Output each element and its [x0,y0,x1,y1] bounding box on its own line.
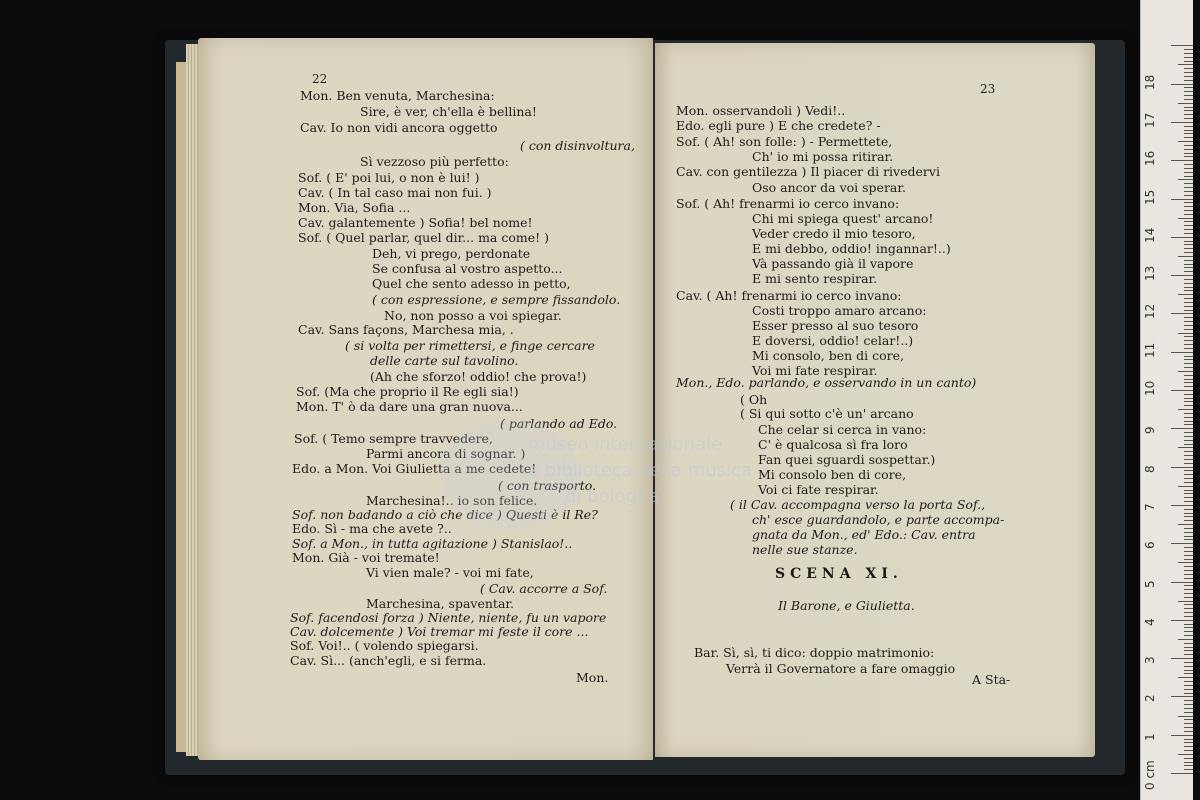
ruler-tick [1171,45,1193,46]
right_page-line: Verrà il Governatore a fare omaggio [726,661,956,676]
ruler-tick [1178,447,1193,448]
right_page-line: Esser presso al suo tesoro [752,318,919,333]
left_page-line: Mon. Via, Sofia ... [298,200,411,215]
left_page-line: Quel che sento adesso in petto, [372,276,571,291]
ruler-tick [1184,570,1193,571]
ruler-tick [1184,685,1193,686]
ruler-tick [1184,444,1193,445]
ruler-tick [1184,107,1193,108]
ruler-tick [1184,666,1193,667]
ruler-tick [1184,306,1193,307]
right_page-line: Il Barone, e Giulietta. [778,598,915,613]
ruler-tick [1184,398,1193,399]
ruler-tick [1171,773,1193,774]
ruler-tick [1184,340,1193,341]
left_page-line: Mon. Già - voi tremate! [292,550,440,565]
ruler-tick [1184,202,1193,203]
left_page-line: Edo. Sì - ma che avete ?.. [292,521,452,536]
ruler-tick [1184,708,1193,709]
ruler-tick [1171,313,1193,314]
ruler-tick [1171,543,1193,544]
ruler-tick [1184,153,1193,154]
left_page-line: Cav. Sì... (anch'egli, e si ferma. [290,653,487,668]
ruler-tick [1184,670,1193,671]
ruler-number: 7 [1143,503,1157,511]
left_page-line: Sof. ( Quel parlar, quel dir... ma come! ) [298,230,550,245]
ruler-tick [1178,409,1193,410]
ruler-tick [1184,693,1193,694]
left_page-line: Sof. (Ma che proprio il Re egli sia!) [296,384,519,399]
right_page-line: ch' esce guardandolo, e parte accompa- [752,512,1005,527]
right_page-line: Sof. ( Ah! son folle: ) - Permettete, [676,134,893,149]
left_page-line: Mon. T' ò da dare una gran nuova... [296,399,523,414]
right_page-line: E mi debbo, oddio! ingannar!..) [752,241,951,256]
ruler-tick [1184,252,1193,253]
measurement-ruler [1140,0,1193,800]
ruler-tick [1184,547,1193,548]
ruler-tick [1184,72,1193,73]
left_page-line: Mon. [576,670,609,685]
ruler-tick [1184,283,1193,284]
left_page-line: Vi vien male? - voi mi fate, [366,565,534,580]
ruler-tick [1184,762,1193,763]
left_page-line: delle carte sul tavolino. [370,353,519,368]
ruler-tick [1184,673,1193,674]
ruler-tick [1178,486,1193,487]
ruler-number: 11 [1143,342,1157,358]
right_page-line: Voi mi fate respirar. [752,363,878,378]
ruler-tick [1184,225,1193,226]
ruler-tick [1184,191,1193,192]
ruler-tick [1184,156,1193,157]
ruler-tick [1184,769,1193,770]
ruler-tick [1184,137,1193,138]
ruler-tick [1184,566,1193,567]
ruler-tick [1184,635,1193,636]
ruler-tick [1184,168,1193,169]
ruler-tick [1184,76,1193,77]
left_page-line: ( con disinvoltura, [520,138,635,153]
ruler-number: 4 [1143,618,1157,626]
ruler-number: 5 [1143,579,1157,588]
ruler-tick [1171,505,1193,506]
ruler-tick [1184,363,1193,364]
ruler-tick [1184,532,1193,533]
ruler-number: 2 [1143,694,1157,703]
ruler-tick [1178,562,1193,563]
ruler-tick [1184,210,1193,211]
ruler-number: 10 [1143,380,1157,396]
ruler-tick [1184,478,1193,479]
ruler-tick [1171,696,1193,697]
ruler-tick [1184,206,1193,207]
left_page-line: Cav. Io non vidi ancora oggetto [300,120,498,135]
ruler-tick [1184,608,1193,609]
ruler-tick [1171,390,1193,391]
ruler-tick [1184,244,1193,245]
ruler-tick [1184,49,1193,50]
right_page-line: Veder credo il mio tesoro, [752,226,916,241]
ruler-tick [1171,275,1193,276]
ruler-tick [1178,333,1193,334]
right_page-line: E mi sento respirar. [752,271,878,286]
ruler-tick [1178,639,1193,640]
left_page-line: Sof. ( Temo sempre travvedere, [294,431,493,446]
ruler-tick [1184,80,1193,81]
ruler-tick [1184,459,1193,460]
ruler-tick [1178,524,1193,525]
ruler-tick [1184,176,1193,177]
watermark-line-3: di bologna [565,486,660,507]
ruler-tick [1184,555,1193,556]
ruler-tick [1184,704,1193,705]
ruler-tick [1178,371,1193,372]
right-page-number: 23 [980,82,996,96]
ruler-tick [1184,417,1193,418]
ruler-tick [1184,509,1193,510]
ruler-tick [1184,321,1193,322]
left_page-line: ( parlando ad Edo. [500,416,618,431]
right_page-line: Mi consolo, ben di core, [752,348,905,363]
watermark-line-2: e biblioteca della musica [528,460,752,481]
ruler-tick [1184,539,1193,540]
ruler-tick [1184,436,1193,437]
ruler-tick [1184,612,1193,613]
ruler-tick [1184,57,1193,58]
ruler-tick [1184,681,1193,682]
ruler-tick [1184,95,1193,96]
ruler-tick [1184,742,1193,743]
ruler-tick [1184,536,1193,537]
right_page-line: Oso ancor da voi sperar. [752,180,906,195]
ruler-tick [1184,440,1193,441]
ruler-tick [1178,716,1193,717]
ruler-tick [1184,394,1193,395]
ruler-tick [1184,214,1193,215]
ruler-tick [1184,145,1193,146]
ruler-tick [1184,264,1193,265]
ruler-tick [1184,604,1193,605]
ruler-tick [1184,551,1193,552]
ruler-tick [1184,451,1193,452]
ruler-tick [1184,126,1193,127]
ruler-tick [1184,482,1193,483]
ruler-tick [1184,310,1193,311]
ruler-number: 9 [1143,426,1157,435]
right_page-line: Mi consolo ben di core, [758,467,907,482]
ruler-tick [1171,582,1193,583]
ruler-tick [1184,528,1193,529]
right_page-line: Costi troppo amaro arcano: [752,303,927,318]
left_page-line: Cav. Sans façons, Marchesa mia, . [298,322,514,337]
ruler-tick [1184,627,1193,628]
ruler-tick [1184,616,1193,617]
ruler-tick [1184,53,1193,54]
ruler-tick [1184,302,1193,303]
ruler-tick [1171,428,1193,429]
ruler-number: 14 [1143,227,1157,243]
right_page-line: Cav. ( Ah! frenarmi io cerco invano: [676,288,902,303]
right_page-line: Cav. con gentilezza ) Il piacer di rivedervi [676,164,940,179]
ruler-tick [1184,91,1193,92]
ruler-unit: 0 cm [1143,760,1157,790]
left_page-line: Deh, vi prego, perdonate [372,246,531,261]
right_page-line: nelle sue stanze. [752,542,858,557]
ruler-tick [1184,248,1193,249]
ruler-tick [1184,593,1193,594]
ruler-tick [1184,719,1193,720]
ruler-tick [1184,187,1193,188]
ruler-tick [1184,739,1193,740]
ruler-tick [1184,325,1193,326]
ruler-tick [1184,474,1193,475]
ruler-tick [1184,662,1193,663]
ruler-tick [1171,467,1193,468]
ruler-tick [1178,754,1193,755]
ruler-tick [1184,348,1193,349]
ruler-tick [1184,401,1193,402]
ruler-tick [1184,624,1193,625]
ruler-tick [1184,367,1193,368]
ruler-tick [1184,650,1193,651]
ruler-tick [1184,382,1193,383]
left_page-line: ( con trasporto. [498,478,597,493]
ruler-tick [1184,68,1193,69]
ruler-number: 1 [1143,733,1157,741]
right_page-line: Mon. osservandoli ) Vedi!.. [676,103,846,118]
right_page-line: ( il Cav. accompagna verso la porta Sof., [730,497,986,512]
ruler-tick [1184,267,1193,268]
ruler-tick [1184,643,1193,644]
left_page-line: ( Cav. accorre a Sof. [480,581,608,596]
left_page-line: Se confusa al vostro aspetto... [372,261,563,276]
left_page-line: Sof. a Mon., in tutta agitazione ) Stanislao!.. [292,536,573,551]
right_page-line: A Sta- [972,672,1011,687]
ruler-tick [1184,513,1193,514]
ruler-tick [1184,597,1193,598]
ruler-number: 6 [1143,541,1157,550]
ruler-tick [1184,712,1193,713]
ruler-tick [1184,631,1193,632]
ruler-tick [1184,520,1193,521]
right_page-line: ( Si qui sotto c'è un' arcano [740,406,914,421]
ruler-tick [1184,183,1193,184]
ruler-tick [1184,287,1193,288]
right_page-line: Voi ci fate respirar. [758,482,879,497]
ruler-tick [1184,233,1193,234]
left_page-line: Sof. Voi!.. ( volendo spiegarsi. [290,638,479,653]
left_page-line: ( si volta per rimettersi, e finge cercare [345,338,595,353]
ruler-number: 8 [1143,464,1157,473]
ruler-tick [1184,229,1193,230]
ruler-tick [1184,279,1193,280]
ruler-tick [1184,329,1193,330]
ruler-tick [1184,133,1193,134]
left_page-line: Sof. ( E' poi lui, o non è lui! ) [298,170,480,185]
ruler-tick [1171,160,1193,161]
right_page-line: Sof. ( Ah! frenarmi io cerco invano: [676,196,900,211]
right_page-line: Bar. Sì, sì, ti dico: doppio matrimonio: [694,645,935,660]
left-page-number: 22 [312,72,328,86]
ruler-number: 13 [1143,265,1157,282]
ruler-tick [1178,218,1193,219]
ruler-tick [1184,589,1193,590]
ruler-number: 15 [1143,189,1157,205]
ruler-tick [1184,195,1193,196]
left_page-line: Cav. ( In tal caso mai non fui. ) [298,185,492,200]
ruler-tick [1184,130,1193,131]
ruler-tick [1184,87,1193,88]
ruler-tick [1184,271,1193,272]
left_page-line: ( con espressione, e sempre fissandolo. [372,292,621,307]
watermark-line-1: museo internazionale [528,434,723,455]
left_page-line: Sì vezzoso più perfetto: [360,154,509,169]
ruler-tick [1184,413,1193,414]
ruler-number: 12 [1143,304,1157,320]
ruler-tick [1184,317,1193,318]
left_page-line: Sof. non badando a ciò che dice ) Questi è il Re? [292,507,598,522]
ruler-tick [1171,352,1193,353]
ruler-tick [1184,501,1193,502]
ruler-tick [1184,405,1193,406]
left_page-line: Parmi ancora di sognar. ) [366,446,526,461]
left_page-line: Cav. galantemente ) Sofia! bel nome! [298,215,533,230]
ruler-tick [1171,199,1193,200]
ruler-tick [1184,585,1193,586]
ruler-tick [1184,379,1193,380]
ruler-tick [1184,386,1193,387]
left_page-line: Edo. a Mon. Voi Giulietta a me cedete! [292,461,537,476]
ruler-tick [1184,290,1193,291]
ruler-tick [1184,118,1193,119]
ruler-tick [1184,149,1193,150]
left_page-line: Cav. dolcemente ) Voi tremar mi feste il core ... [290,624,589,639]
left_page-line: Mon. Ben venuta, Marchesina: [300,88,495,103]
ruler-tick [1184,432,1193,433]
left_page-line: No, non posso a voi spiegar. [384,308,562,323]
right_page-line: Chi mi spiega quest' arcano! [752,211,934,226]
ruler-tick [1184,260,1193,261]
ruler-tick [1178,64,1193,65]
ruler-tick [1184,731,1193,732]
ruler-tick [1184,344,1193,345]
ruler-tick [1178,294,1193,295]
ruler-tick [1171,237,1193,238]
ruler-tick [1184,61,1193,62]
ruler-tick [1184,490,1193,491]
scene-title: SCENA XI. [775,566,903,582]
right_page-line: gnata da Mon., ed' Edo.: Cav. entra [752,527,976,542]
ruler-tick [1184,221,1193,222]
ruler-number: 17 [1143,112,1157,128]
ruler-tick [1184,574,1193,575]
ruler-tick [1184,497,1193,498]
ruler-tick [1184,375,1193,376]
ruler-tick [1184,559,1193,560]
right_page-line: Che celar si cerca in vano: [758,422,927,437]
ruler-tick [1184,516,1193,517]
ruler-tick [1171,735,1193,736]
ruler-tick [1184,578,1193,579]
ruler-tick [1184,727,1193,728]
ruler-tick [1184,750,1193,751]
right_page-line: Mon., Edo. parlando, e osservando in un canto) [676,375,977,390]
left_page-line: (Ah che sforzo! oddio! che prova!) [370,369,587,384]
ruler-tick [1184,298,1193,299]
ruler-tick [1184,359,1193,360]
ruler-tick [1178,103,1193,104]
right_page-line: C' è qualcosa sì fra loro [758,437,908,452]
right_page-line: Và passando già il vapore [752,256,914,271]
ruler-tick [1184,356,1193,357]
ruler-tick [1184,647,1193,648]
ruler-tick [1184,746,1193,747]
ruler-tick [1184,241,1193,242]
ruler-tick [1184,114,1193,115]
ruler-tick [1184,689,1193,690]
ruler-tick [1171,620,1193,621]
ruler-tick [1184,493,1193,494]
ruler-tick [1171,658,1193,659]
ruler-tick [1178,141,1193,142]
ruler-tick [1184,172,1193,173]
ruler-tick [1184,110,1193,111]
left_page-line: Sire, è ver, ch'ella è bellina! [360,104,537,119]
ruler-tick [1184,470,1193,471]
ruler-tick [1184,455,1193,456]
right_page-line: Ch' io mi possa ritirar. [752,149,894,164]
ruler-tick [1171,84,1193,85]
ruler-tick [1184,99,1193,100]
left_page-line: Sof. facendosi forza ) Niente, niente, fu un vapore [290,610,607,625]
ruler-tick [1184,765,1193,766]
ruler-tick [1178,601,1193,602]
ruler-number: 18 [1143,74,1157,90]
left_page-line: Marchesina, spaventar. [366,596,514,611]
ruler-tick [1184,336,1193,337]
ruler-number: 3 [1143,656,1157,665]
ruler-tick [1184,463,1193,464]
ruler-tick [1184,424,1193,425]
left_page-line: Marchesina!.. io son felice. [366,493,538,508]
ruler-tick [1178,179,1193,180]
ruler-number: 16 [1143,150,1157,167]
ruler-tick [1184,654,1193,655]
ruler-tick [1184,421,1193,422]
right_page-line: Edo. egli pure ) E che credete? - [676,118,881,133]
right_page-line: E doversi, oddio! celar!..) [752,333,914,348]
right_page-line: ( Oh [740,392,768,407]
ruler-tick [1184,723,1193,724]
right_page-line: Fan quei sguardi sospettar.) [758,452,936,467]
ruler-tick [1184,700,1193,701]
ruler-tick [1184,758,1193,759]
ruler-tick [1171,122,1193,123]
ruler-tick [1178,256,1193,257]
ruler-tick [1184,164,1193,165]
ruler-tick [1178,677,1193,678]
